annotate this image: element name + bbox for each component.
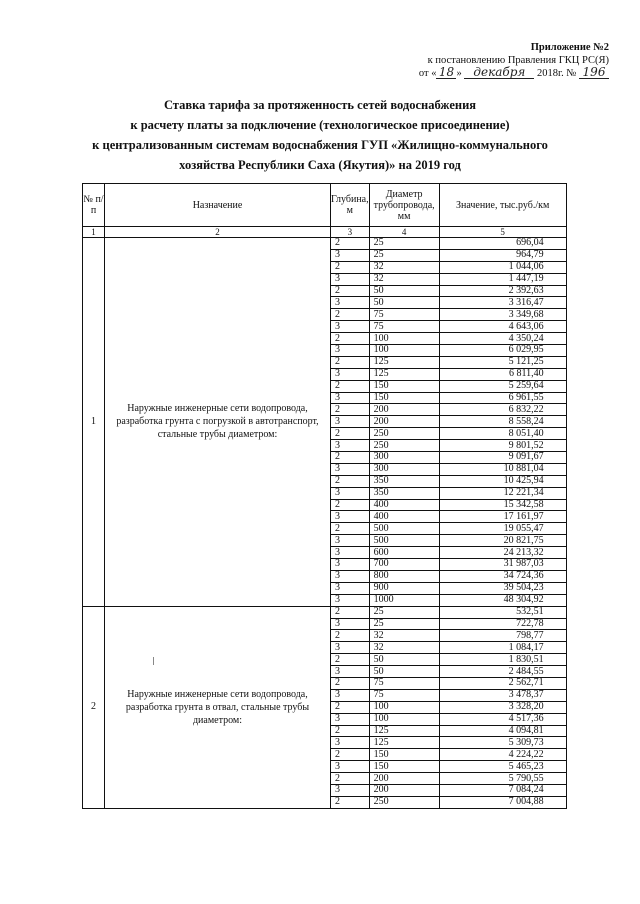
group-description: Наружные инженерные сети водопровода, разработка грунта в отвал, стальные трубы диаметром: <box>105 606 331 808</box>
diameter-cell: 300 <box>369 452 439 464</box>
diameter-cell: 125 <box>369 725 439 737</box>
depth-cell: 2 <box>331 654 370 666</box>
title-line-1: Ставка тарифа за протяженность сетей водоснабжения <box>163 98 477 112</box>
depth-cell: 3 <box>331 784 370 796</box>
scan-mark <box>153 657 154 665</box>
diameter-cell: 800 <box>369 570 439 582</box>
value-cell: 6 811,40 <box>439 368 566 380</box>
header-depth: Глубина, м <box>331 184 370 227</box>
value-cell: 15 342,58 <box>439 499 566 511</box>
depth-cell: 3 <box>331 547 370 559</box>
diameter-cell: 350 <box>369 475 439 487</box>
value-cell: 17 161,97 <box>439 511 566 523</box>
header-name: Назначение <box>105 184 331 227</box>
depth-cell: 2 <box>331 796 370 808</box>
value-cell: 3 349,68 <box>439 309 566 321</box>
value-cell: 5 309,73 <box>439 737 566 749</box>
value-cell: 8 051,40 <box>439 428 566 440</box>
diameter-cell: 125 <box>369 737 439 749</box>
value-cell: 5 259,64 <box>439 380 566 392</box>
value-cell: 532,51 <box>439 606 566 618</box>
depth-cell: 3 <box>331 345 370 357</box>
column-number: 5 <box>439 227 566 238</box>
value-cell: 2 392,63 <box>439 285 566 297</box>
depth-cell: 3 <box>331 713 370 725</box>
depth-cell: 3 <box>331 689 370 701</box>
value-cell: 722,78 <box>439 618 566 630</box>
value-cell: 10 425,94 <box>439 475 566 487</box>
depth-cell: 3 <box>331 368 370 380</box>
value-cell: 696,04 <box>439 238 566 250</box>
diameter-cell: 125 <box>369 356 439 368</box>
value-cell: 4 224,22 <box>439 749 566 761</box>
diameter-cell: 250 <box>369 428 439 440</box>
value-cell: 798,77 <box>439 630 566 642</box>
depth-cell: 2 <box>331 380 370 392</box>
value-cell: 964,79 <box>439 249 566 261</box>
depth-cell: 2 <box>331 725 370 737</box>
value-cell: 9 091,67 <box>439 452 566 464</box>
depth-cell: 3 <box>331 511 370 523</box>
diameter-cell: 200 <box>369 773 439 785</box>
depth-cell: 2 <box>331 261 370 273</box>
value-cell: 6 029,95 <box>439 345 566 357</box>
group-description: Наружные инженерные сети водопровода, разработка грунта с погрузкой в автотранспорт, стальные трубы диаметром: <box>105 238 331 607</box>
depth-cell: 3 <box>331 618 370 630</box>
table-row <box>83 238 567 250</box>
diameter-cell: 50 <box>369 285 439 297</box>
depth-cell: 2 <box>331 309 370 321</box>
diameter-cell: 25 <box>369 606 439 618</box>
handwritten-number: 196 <box>579 67 609 79</box>
depth-cell: 2 <box>331 333 370 345</box>
value-cell: 10 881,04 <box>439 463 566 475</box>
diameter-cell: 25 <box>369 238 439 250</box>
depth-cell: 2 <box>331 606 370 618</box>
depth-cell: 3 <box>331 440 370 452</box>
depth-cell: 3 <box>331 737 370 749</box>
table-body <box>83 238 567 809</box>
value-cell: 20 821,75 <box>439 535 566 547</box>
diameter-cell: 200 <box>369 404 439 416</box>
depth-cell: 3 <box>331 535 370 547</box>
value-cell: 5 790,55 <box>439 773 566 785</box>
value-cell: 6 832,22 <box>439 404 566 416</box>
header-value: Значение, тыс.руб./км <box>439 184 566 227</box>
value-cell: 12 221,34 <box>439 487 566 499</box>
depth-cell: 3 <box>331 761 370 773</box>
diameter-cell: 50 <box>369 297 439 309</box>
value-cell: 4 094,81 <box>439 725 566 737</box>
value-cell: 4 643,06 <box>439 321 566 333</box>
depth-cell: 3 <box>331 249 370 261</box>
diameter-cell: 50 <box>369 654 439 666</box>
value-cell: 1 830,51 <box>439 654 566 666</box>
depth-cell: 2 <box>331 285 370 297</box>
depth-cell: 3 <box>331 582 370 594</box>
diameter-cell: 32 <box>369 273 439 285</box>
diameter-cell: 700 <box>369 559 439 571</box>
appendix-quote-close: » <box>456 68 462 79</box>
depth-cell: 3 <box>331 392 370 404</box>
depth-cell: 2 <box>331 499 370 511</box>
value-cell: 5 121,25 <box>439 356 566 368</box>
header-no: № п/п <box>83 184 105 227</box>
depth-cell: 3 <box>331 642 370 654</box>
value-cell: 31 987,03 <box>439 559 566 571</box>
value-cell: 34 724,36 <box>439 570 566 582</box>
value-cell: 3 316,47 <box>439 297 566 309</box>
value-cell: 1 084,17 <box>439 642 566 654</box>
depth-cell: 2 <box>331 452 370 464</box>
value-cell: 7 004,88 <box>439 796 566 808</box>
header-diameter: Диаметр трубопровода, мм <box>369 184 439 227</box>
value-cell: 1 044,06 <box>439 261 566 273</box>
appendix-from-label: от « <box>418 68 437 79</box>
depth-cell: 2 <box>331 238 370 250</box>
value-cell: 6 961,55 <box>439 392 566 404</box>
table-row <box>83 606 567 618</box>
diameter-cell: 300 <box>369 463 439 475</box>
diameter-cell: 500 <box>369 535 439 547</box>
value-cell: 7 084,24 <box>439 784 566 796</box>
diameter-cell: 75 <box>369 321 439 333</box>
depth-cell: 2 <box>331 630 370 642</box>
diameter-cell: 100 <box>369 345 439 357</box>
diameter-cell: 32 <box>369 261 439 273</box>
depth-cell: 3 <box>331 416 370 428</box>
handwritten-month: декабря <box>464 67 534 79</box>
diameter-cell: 32 <box>369 630 439 642</box>
value-cell: 1 447,19 <box>439 273 566 285</box>
value-cell: 2 562,71 <box>439 677 566 689</box>
appendix-header <box>309 41 609 80</box>
appendix-title: Приложение №2 <box>530 42 609 53</box>
handwritten-day: 18 <box>436 67 456 79</box>
diameter-cell: 350 <box>369 487 439 499</box>
group-number: 1 <box>83 238 105 607</box>
depth-cell: 2 <box>331 749 370 761</box>
diameter-cell: 125 <box>369 368 439 380</box>
value-cell: 5 465,23 <box>439 761 566 773</box>
depth-cell: 2 <box>331 773 370 785</box>
diameter-cell: 900 <box>369 582 439 594</box>
diameter-cell: 1000 <box>369 594 439 606</box>
depth-cell: 3 <box>331 463 370 475</box>
column-number-row <box>83 227 567 238</box>
appendix-year-label: 2018г. № <box>536 68 577 79</box>
column-number: 4 <box>369 227 439 238</box>
value-cell: 4 517,36 <box>439 713 566 725</box>
depth-cell: 3 <box>331 559 370 571</box>
value-cell: 4 350,24 <box>439 333 566 345</box>
depth-cell: 3 <box>331 273 370 285</box>
depth-cell: 3 <box>331 321 370 333</box>
depth-cell: 3 <box>331 594 370 606</box>
value-cell: 2 484,55 <box>439 666 566 678</box>
value-cell: 3 328,20 <box>439 701 566 713</box>
diameter-cell: 100 <box>369 333 439 345</box>
depth-cell: 2 <box>331 701 370 713</box>
value-cell: 9 801,52 <box>439 440 566 452</box>
depth-cell: 2 <box>331 404 370 416</box>
column-number: 3 <box>331 227 370 238</box>
depth-cell: 3 <box>331 666 370 678</box>
diameter-cell: 75 <box>369 677 439 689</box>
appendix-decree-line: к постановлению Правления ГКЦ РС(Я) <box>427 55 609 66</box>
diameter-cell: 150 <box>369 380 439 392</box>
value-cell: 39 504,23 <box>439 582 566 594</box>
diameter-cell: 32 <box>369 642 439 654</box>
appendix-date-line <box>309 67 609 80</box>
diameter-cell: 250 <box>369 796 439 808</box>
column-number: 1 <box>83 227 105 238</box>
depth-cell: 2 <box>331 356 370 368</box>
diameter-cell: 150 <box>369 392 439 404</box>
diameter-cell: 250 <box>369 440 439 452</box>
depth-cell: 2 <box>331 475 370 487</box>
diameter-cell: 150 <box>369 749 439 761</box>
diameter-cell: 100 <box>369 701 439 713</box>
value-cell: 48 304,92 <box>439 594 566 606</box>
depth-cell: 2 <box>331 523 370 535</box>
title-line-2: к расчету платы за подключение (технологическое присоединение) <box>130 118 510 132</box>
group-number: 2 <box>83 606 105 808</box>
value-cell: 24 213,32 <box>439 547 566 559</box>
diameter-cell: 100 <box>369 713 439 725</box>
diameter-cell: 75 <box>369 309 439 321</box>
value-cell: 3 478,37 <box>439 689 566 701</box>
diameter-cell: 500 <box>369 523 439 535</box>
column-number: 2 <box>105 227 331 238</box>
diameter-cell: 200 <box>369 784 439 796</box>
value-cell: 8 558,24 <box>439 416 566 428</box>
diameter-cell: 200 <box>369 416 439 428</box>
value-cell: 19 055,47 <box>439 523 566 535</box>
depth-cell: 3 <box>331 570 370 582</box>
depth-cell: 2 <box>331 677 370 689</box>
diameter-cell: 75 <box>369 689 439 701</box>
diameter-cell: 150 <box>369 761 439 773</box>
title-line-4: хозяйства Республики Саха (Якутия)» на 2019 год <box>179 158 461 172</box>
diameter-cell: 400 <box>369 499 439 511</box>
diameter-cell: 50 <box>369 666 439 678</box>
diameter-cell: 25 <box>369 618 439 630</box>
depth-cell: 3 <box>331 487 370 499</box>
document-title <box>70 95 570 175</box>
title-line-3: к централизованным системам водоснабжения ГУП «Жилищно-коммунального <box>92 138 548 152</box>
diameter-cell: 25 <box>369 249 439 261</box>
diameter-cell: 400 <box>369 511 439 523</box>
depth-cell: 2 <box>331 428 370 440</box>
diameter-cell: 600 <box>369 547 439 559</box>
tariff-table <box>82 183 567 809</box>
depth-cell: 3 <box>331 297 370 309</box>
